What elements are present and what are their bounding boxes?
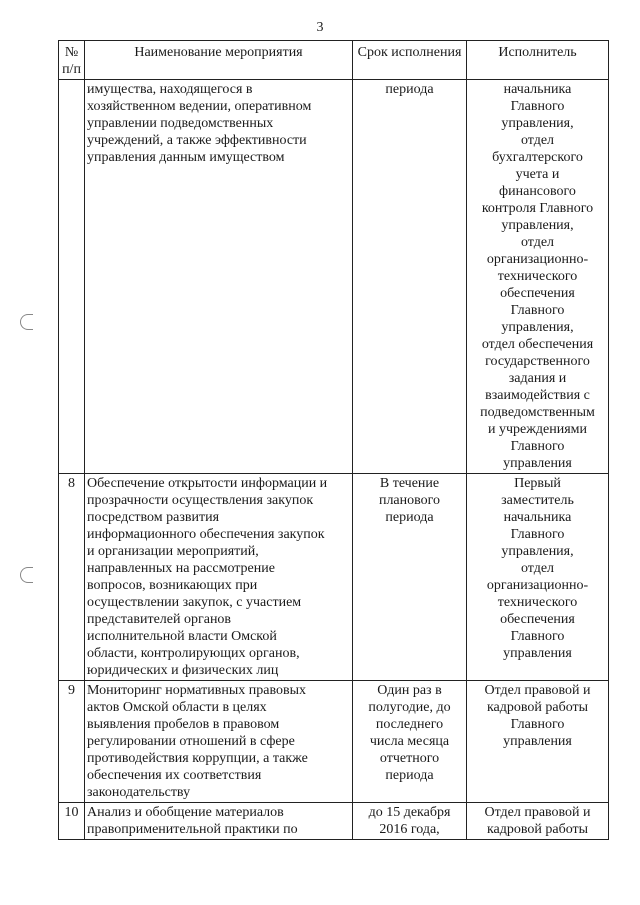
activity-name-cell <box>85 80 353 474</box>
executor-line: Главного <box>510 303 565 318</box>
executor-line: обеспечения <box>500 286 575 301</box>
activity-name-line: регулировании отношений в сфере <box>87 734 295 749</box>
activity-name-line: противодействия коррупции, а также <box>87 751 308 766</box>
activity-name-line: Мониторинг нормативных правовых <box>87 683 306 698</box>
executor-line: технического <box>497 595 578 610</box>
executor-cell <box>467 803 609 840</box>
activity-name-line: обеспечения их соответствия <box>87 768 262 783</box>
table-row <box>59 474 609 681</box>
executor-line: государственного <box>485 354 590 369</box>
term-line: числа месяца <box>369 734 450 749</box>
term-cell <box>353 681 467 803</box>
executor-line: управления <box>503 456 572 471</box>
term-cell <box>353 80 467 474</box>
punch-hole-mark <box>20 567 33 583</box>
term-line: планового <box>378 493 441 508</box>
executor-line: управления <box>503 734 572 749</box>
executor-line: управления, <box>501 544 574 559</box>
executor-line: управления <box>503 646 572 661</box>
term-cell <box>353 803 467 840</box>
executor-cell <box>467 80 609 474</box>
executor-line: учета и <box>515 167 560 182</box>
executor-line: обеспечения <box>500 612 575 627</box>
activity-name-line: информационного обеспечения закупок <box>87 527 325 542</box>
executor-line: организационно- <box>486 578 589 593</box>
term-line: до 15 декабря <box>368 805 451 820</box>
executor-cell <box>467 474 609 681</box>
activity-name-line: учреждений, а также эффективности <box>87 133 307 148</box>
executor-line: Главного <box>510 629 565 644</box>
executor-line: Первый <box>514 476 561 491</box>
executor-line: начальника <box>503 82 572 97</box>
activity-name-cell <box>85 803 353 840</box>
activity-name-line: исполнительной власти Омской <box>87 629 277 644</box>
term-line: отчетного <box>379 751 440 766</box>
activity-name-line: прозрачности осуществления закупок <box>87 493 314 508</box>
executor-line: отдел <box>520 561 555 576</box>
table-row <box>59 681 609 803</box>
activity-name-line: имущества, находящегося в <box>87 82 253 97</box>
activity-name-cell <box>85 681 353 803</box>
executor-line: финансового <box>499 184 576 199</box>
executor-line: начальника <box>503 510 572 525</box>
table-row <box>59 80 609 474</box>
activity-name-line: Обеспечение открытости информации и <box>87 476 328 491</box>
header-number: № п/п <box>59 41 85 80</box>
header-executor: Исполнитель <box>467 41 609 80</box>
executor-line: подведомственным <box>480 405 595 420</box>
term-cell <box>353 474 467 681</box>
executor-line: технического <box>497 269 578 284</box>
executor-line: управления, <box>501 116 574 131</box>
punch-hole-mark <box>20 314 33 330</box>
activity-name-cell <box>85 474 353 681</box>
table-row <box>59 803 609 840</box>
term-line: Один раз в <box>377 683 442 698</box>
term-line: периода <box>385 82 434 97</box>
activity-name-line: направленных на рассмотрение <box>87 561 275 576</box>
table-body <box>59 80 609 840</box>
activity-name-line: актов Омской области в целях <box>87 700 267 715</box>
executor-line: управления, <box>501 320 574 335</box>
activity-name-line: представителей органов <box>87 612 232 627</box>
executor-line: задания и <box>508 371 567 386</box>
executor-cell <box>467 681 609 803</box>
term-line: полугодие, до <box>368 700 451 715</box>
executor-line: управления, <box>501 218 574 233</box>
term-line: В течение <box>379 476 440 491</box>
executor-line: отдел <box>520 133 555 148</box>
activity-name-line: вопросов, возникающих при <box>87 578 258 593</box>
page-number: 3 <box>316 20 324 35</box>
header-name: Наименование мероприятия <box>85 41 353 80</box>
activity-name-line: правоприменительной практики по <box>87 822 298 837</box>
activities-table <box>58 40 609 840</box>
executor-line: заместитель <box>501 493 574 508</box>
executor-line: Главного <box>510 527 565 542</box>
activity-name-line: области, контролирующих органов, <box>87 646 300 661</box>
term-line: периода <box>385 768 434 783</box>
executor-line: отдел <box>520 235 555 250</box>
executor-line: кадровой работы <box>486 700 589 715</box>
executor-line: Отдел правовой и <box>484 805 591 820</box>
activity-name-line: управлении подведомственных <box>87 116 274 131</box>
activity-name-line: законодательству <box>87 785 191 800</box>
activity-name-line: хозяйственном ведении, оперативном <box>87 99 312 114</box>
header-term: Срок исполнения <box>353 41 467 80</box>
executor-line: Главного <box>510 99 565 114</box>
activity-name-line: Анализ и обобщение материалов <box>87 805 284 820</box>
executor-line: отдел обеспечения <box>481 337 594 352</box>
term-line: последнего <box>375 717 444 732</box>
executor-line: контроля Главного <box>481 201 594 216</box>
term-line: периода <box>385 510 434 525</box>
activity-name-line: осуществлении закупок, с участием <box>87 595 302 610</box>
activity-name-line: управления данным имуществом <box>87 150 285 165</box>
table-header-row <box>59 41 609 80</box>
executor-line: бухгалтерского <box>492 150 583 165</box>
executor-line: Главного <box>510 717 565 732</box>
row-number <box>59 80 85 474</box>
activity-name-line: и организации мероприятий, <box>87 544 259 559</box>
executor-line: организационно- <box>486 252 589 267</box>
executor-line: и учреждениями <box>487 422 588 437</box>
executor-line: Отдел правовой и <box>484 683 591 698</box>
row-number: 9 <box>59 681 85 803</box>
row-number: 8 <box>59 474 85 681</box>
activity-name-line: посредством развития <box>87 510 220 525</box>
executor-line: Главного <box>510 439 565 454</box>
row-number: 10 <box>59 803 85 840</box>
term-line: 2016 года, <box>379 822 440 837</box>
executor-line: взаимодействия с <box>485 388 590 403</box>
activity-name-line: юридических и физических лиц <box>87 663 279 678</box>
executor-line: кадровой работы <box>486 822 589 837</box>
activity-name-line: выявления пробелов в правовом <box>87 717 280 732</box>
